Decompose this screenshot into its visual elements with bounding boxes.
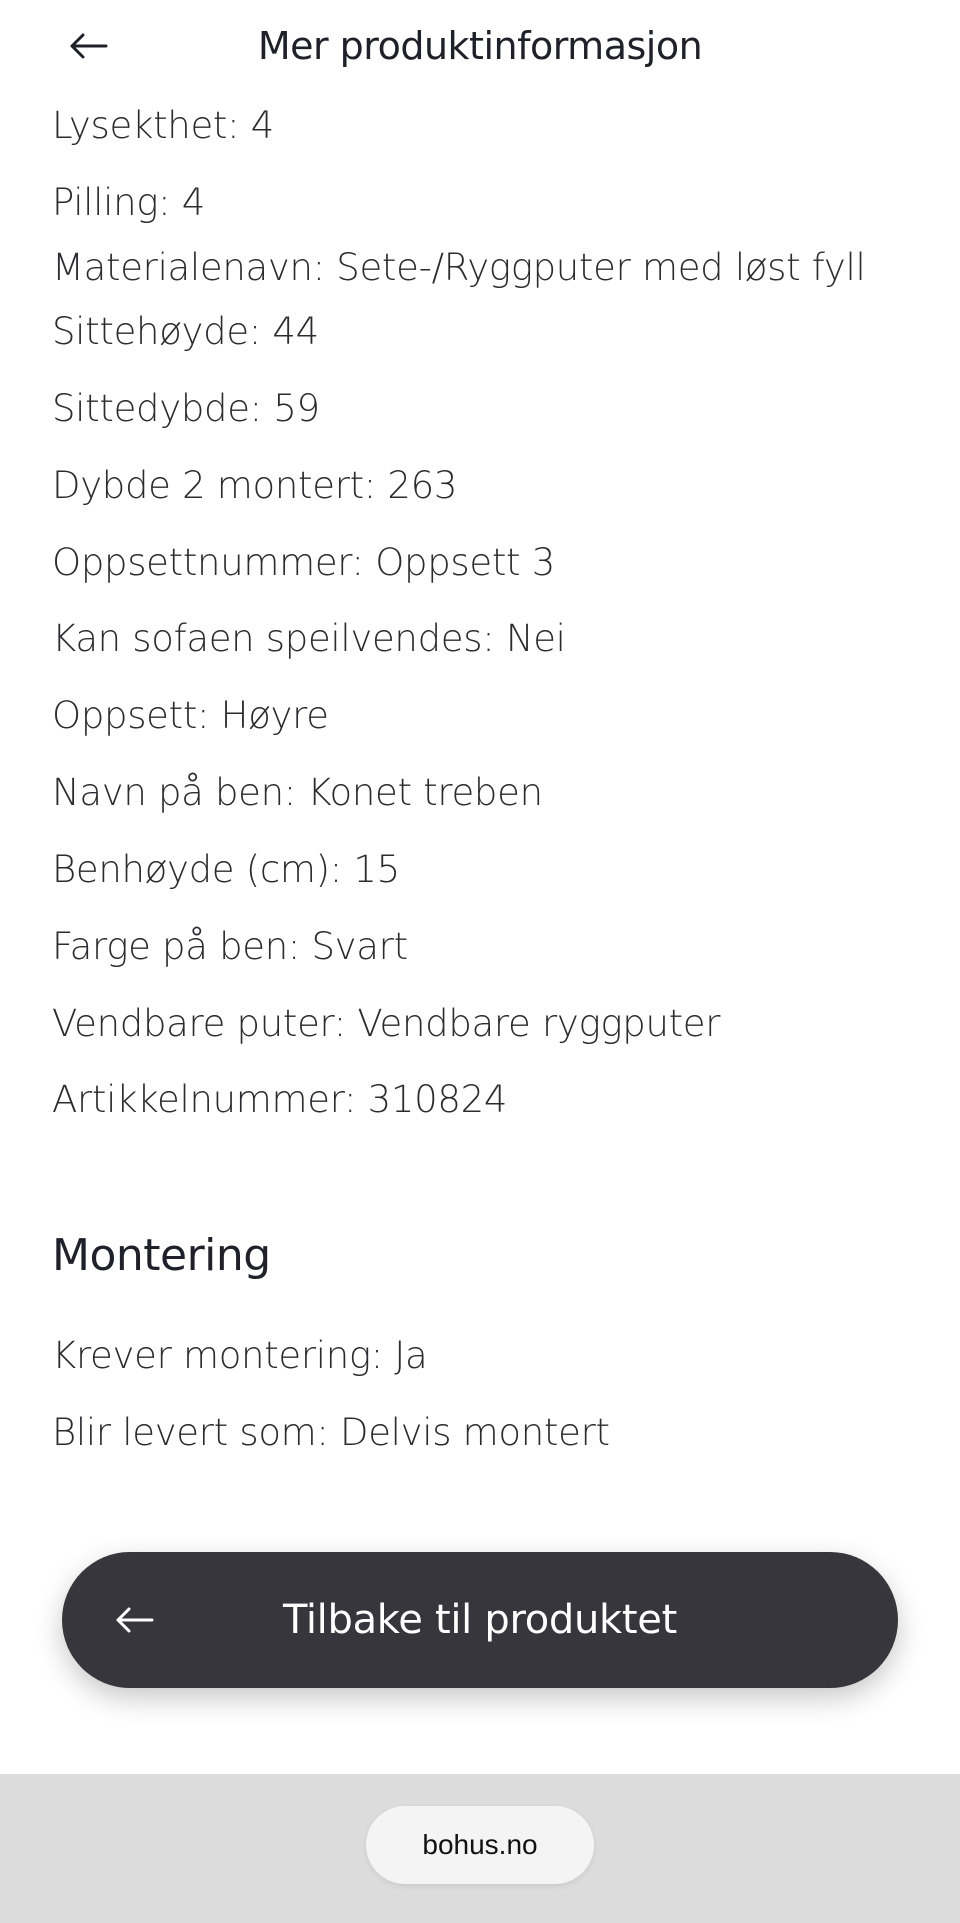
url-bar[interactable]: bohus.no <box>366 1806 594 1884</box>
spec-item-dybde: Dybde 2 montert: 263 <box>52 464 458 507</box>
back-to-product-button[interactable] <box>62 1552 898 1688</box>
spec-item-benhoyde: Benhøyde (cm): 15 <box>52 848 400 891</box>
spec-item-lysekthet: Lysekthet: 4 <box>52 104 274 147</box>
spec-item-materialenavn: Materialenavn: Sete-/Ryggputer med løst fyll <box>52 246 866 289</box>
back-to-product-label: Tilbake til produktet <box>282 1597 678 1643</box>
spec-item-artikkelnummer: Artikkelnummer: 310824 <box>52 1078 508 1121</box>
spec-item-oppsett: Oppsett: Høyre <box>52 694 329 737</box>
browser-bottom-bar <box>0 1774 960 1923</box>
spec-item-sittedybde: Sittedybde: 59 <box>52 387 320 430</box>
spec-item-farge-pa-ben: Farge på ben: Svart <box>52 925 408 968</box>
section-title-montering: Montering <box>52 1230 271 1281</box>
page-title: Mer produktinformasjon <box>257 24 703 68</box>
spec-item-speilvendes: Kan sofaen speilvendes: Nei <box>52 617 566 660</box>
spec-item-vendbare-puter: Vendbare puter: Vendbare ryggputer <box>52 1002 721 1045</box>
spec-item-navn-pa-ben: Navn på ben: Konet treben <box>52 771 543 814</box>
top-bar <box>0 0 960 95</box>
spec-item-krever-montering: Krever montering: Ja <box>52 1334 428 1377</box>
back-to-product-wrapper <box>62 1552 898 1688</box>
spec-item-sittehoyde: Sittehøyde: 44 <box>52 310 319 353</box>
spec-item-levert-som: Blir levert som: Delvis montert <box>52 1411 610 1454</box>
spec-item-oppsettnummer: Oppsettnummer: Oppsett 3 <box>52 541 555 584</box>
spec-item-pilling: Pilling: 4 <box>52 181 206 224</box>
